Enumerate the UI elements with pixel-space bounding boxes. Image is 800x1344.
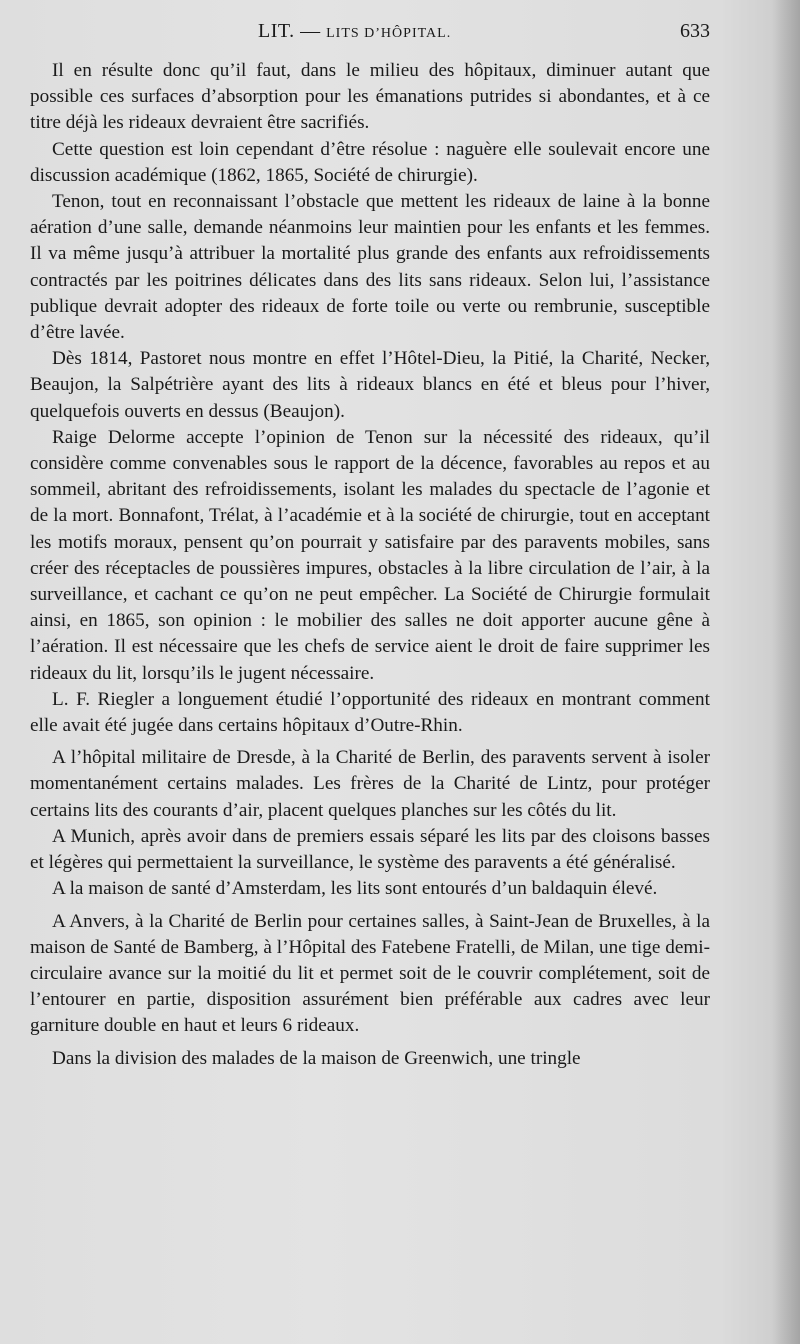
running-title-main: LIT. —	[258, 20, 321, 42]
paragraph: A Munich, après avoir dans de premiers essais séparé les lits par des cloisons basses et légères qui permettaient la surveillance, le système des paravents a été généralisé.	[30, 825, 710, 874]
paragraph: A Anvers, à la Charité de Berlin pour certaines salles, à Saint-Jean de Bruxelles, à la maison de Santé de Bamberg, à l’Hôpital des Fatebene Fratelli, de Milan, une tige demi-circulaire avance sur la moitié du lit et permet soit de le couvrir complétement, soit de l’entourer en partie, disposition assurément bien préférable aux cadres avec leur garniture double en haut et leurs 6 rideaux.	[30, 910, 710, 1037]
paragraph: A l’hôpital militaire de Dresde, à la Charité de Berlin, des paravents servent à isoler momentanément certains malades. Les frères de la Charité de Lintz, pour protéger certains lits des courants d’air, placent quelques planches sur les côtés du lit.	[30, 747, 710, 821]
paragraph: Tenon, tout en reconnaissant l’obstacle que mettent les rideaux de laine à la bonne aération d’une salle, demande néanmoins leur maintien pour les enfants et les femmes. Il va même jusqu’à attribuer la mortalité plus grande des enfants aux refroidissements contractés par les poitrines délicates dans des lits sans rideaux. Selon lui, l’assistance publique devrait adopter des rideaux de forte toile ou verte ou rembrunie, susceptible d’être lavée.	[30, 191, 710, 344]
page-edge-shadow	[772, 0, 800, 1344]
paragraph: Dès 1814, Pastoret nous montre en effet l’Hôtel-Dieu, la Pitié, la Charité, Necker, Beaujon, la Salpétrière ayant des lits à rideaux blancs en été et bleus pour l’hiver, quelquefois ouverts en dessus (Beaujon).	[30, 348, 710, 422]
paragraph: Dans la division des malades de la maison de Greenwich, une tringle	[52, 1047, 581, 1069]
paragraph: L. F. Riegler a longuement étudié l’opportunité des rideaux en montrant comment elle avait été jugée dans certains hôpitaux d’Outre-Rhin.	[30, 688, 710, 737]
running-title-sub: LITS D’HÔPITAL.	[326, 26, 452, 41]
paragraph: Il en résulte donc qu’il faut, dans le milieu des hôpitaux, diminuer autant que possible ces surfaces d’absorption pour les émanations putrides si abondantes, et à ce titre déjà les rideaux devraient être sacrifiés.	[30, 60, 710, 134]
paragraph: A la maison de santé d’Amsterdam, les lits sont entourés d’un baldaquin élevé.	[52, 878, 658, 900]
paragraph: Cette question est loin cependant d’être résolue : naguère elle soulevait encore une discussion académique (1862, 1865, Société de chirurgie).	[30, 138, 710, 186]
running-header	[30, 20, 710, 50]
page-number: 633	[680, 20, 710, 42]
page-body	[30, 58, 710, 1072]
paragraph: Raige Delorme accepte l’opinion de Tenon sur la nécessité des rideaux, qu’il considère comme convenables sous le rapport de la décence, favorables au repos et au sommeil, abritant des refroidissements, isolant les malades du spectacle de l’agonie et de la mort. Bonnafont, Trélat, à l’académie et à la société de chirurgie, tout en acceptant les motifs moraux, pensent qu’on pourrait y satisfaire par des paravents mobiles, sans créer des réceptacles de poussières impures, obstacles à la libre circulation de l’air, à la surveillance, et cachant ce qu’on ne peut empêcher. La Société de Chirurgie formulait ainsi, en 1865, son opinion : le mobilier des salles ne doit apporter aucune gêne à l’aération. Il est nécessaire que les chefs de service aient le droit de faire supprimer les rideaux du lit, lorsqu’ils le jugent nécessaire.	[30, 426, 710, 684]
running-title	[258, 20, 451, 43]
